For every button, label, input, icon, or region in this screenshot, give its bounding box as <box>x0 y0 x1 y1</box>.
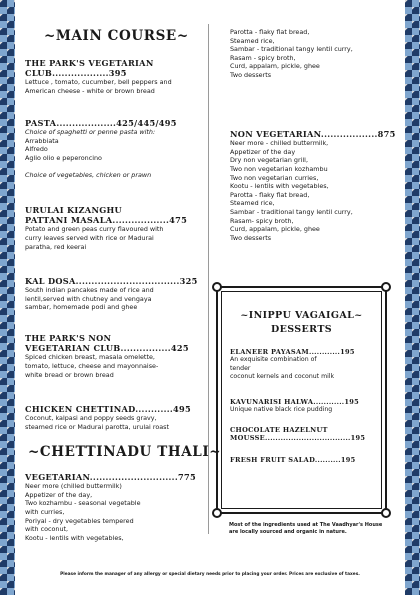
item-title: KAVUNARISI HALWA............195 <box>230 398 360 406</box>
desserts-panel <box>216 286 387 514</box>
item-desc: sambar, homemade podi and ghee <box>25 303 138 312</box>
item-desc: Poriyal - dry vegetables tempered <box>25 516 134 525</box>
item-desc: Curd, appalam, pickle, ghee <box>230 225 320 234</box>
item-desc: white bread or brown bread <box>25 370 114 379</box>
item-desc: Arrabbiata <box>25 136 59 145</box>
item-desc: paratha, red keerai <box>25 242 87 251</box>
item-desc: Aglio olio e peperoncino <box>25 153 102 162</box>
item-desc: Appetizer of the day, <box>25 490 93 499</box>
item-title: CHOCOLATE HAZELNUT <box>230 426 328 434</box>
item-desc: An exquisite combination of <box>230 356 317 364</box>
item-desc: Alfredo <box>25 145 48 154</box>
allergy-footer: Please inform the manager of any allergy or special dietary needs prior to placing your order. Prices are exclusive of taxes. <box>60 572 360 577</box>
item-desc: Parotta - flaky flat bread, <box>230 28 310 36</box>
desserts-heading: DESSERTS <box>270 324 333 335</box>
frame-corner-notch <box>381 508 391 518</box>
frame-corner-notch <box>212 282 222 292</box>
item-desc: Two non vegetarian kozhambu <box>230 164 328 173</box>
item-title: THE PARK'S VEGETARIAN <box>25 58 154 68</box>
item-desc: with coconut, <box>25 525 69 534</box>
item-desc: with curries, <box>25 507 65 516</box>
item-desc: Neer more (chilled buttermilk) <box>25 482 122 491</box>
item-title: VEGETARIAN............................775 <box>25 472 196 482</box>
item-desc: Kootu - lentils with vegetables, <box>230 182 329 191</box>
item-desc: Coconut, kalpasi and poppy seeds gravy, <box>25 414 157 423</box>
item-desc: Two desserts <box>230 233 272 242</box>
item-desc: Two non vegetarian curries, <box>230 173 319 182</box>
item-title: PASTA...................425/445/495 <box>25 118 177 128</box>
desserts-heading-tamil: ~INIPPU VAGAIGAL~ <box>240 310 363 321</box>
thali-vegetarian <box>25 472 196 542</box>
item-title: CLUB..................395 <box>25 68 127 79</box>
item-desc: Parotta - flaky flat bread, <box>230 190 310 199</box>
item-desc: Spiced chicken breast, masala omelette, <box>25 353 155 362</box>
item-desc: South indian pancakes made of rice and <box>25 286 154 295</box>
item-desc: Lettuce , tomato, cucumber, bell peppers and <box>25 78 172 87</box>
item-title: ELANEER PAYASAM............195 <box>230 348 355 356</box>
frame-corner-notch <box>381 282 391 292</box>
dessert-chocolate-mousse <box>230 426 380 443</box>
item-desc: Unique native black rice pudding <box>230 406 333 414</box>
item-title: KAL DOSA.................................325 <box>25 276 198 286</box>
item-desc: Potato and green peas curry flavoured with <box>25 225 164 234</box>
item-desc: Curd, appalam, pickle, ghee <box>230 62 320 71</box>
item-desc: curry leaves served with rice or Madurai <box>25 234 154 242</box>
thali-vegetarian-continued <box>230 28 353 80</box>
item-desc: Choice of vegetables, chicken or prawn <box>25 170 152 179</box>
menu-item-veg-club <box>25 58 172 96</box>
thali-non-vegetarian <box>230 129 396 242</box>
main-course-heading: ~MAIN COURSE~ <box>44 28 189 44</box>
item-desc: Choice of spaghetti or penne pasta with: <box>25 128 156 137</box>
frame-corner-notch <box>212 508 222 518</box>
item-title: URULAI KIZANGHU <box>25 205 123 215</box>
item-desc: Steamed rice, <box>230 199 275 208</box>
item-desc: tomato, lettuce, cheese and mayonnaise- <box>25 362 159 370</box>
item-title: THE PARK'S NON <box>25 333 112 343</box>
item-title: VEGETARIAN CLUB................425 <box>25 343 189 354</box>
item-desc: tender <box>230 364 251 372</box>
dessert-kavunarisi-halwa <box>230 398 380 415</box>
spacer <box>25 163 177 171</box>
item-desc: American cheese - white or brown bread <box>25 87 155 95</box>
item-title: NON VEGETARIAN..................875 <box>230 129 396 139</box>
menu-item-chicken-chettinad <box>25 404 191 431</box>
sourcing-note: Most of the ingredients used at The Vaadhyar's House are locally sourced and organic in nature. <box>229 522 383 535</box>
item-title: FRESH FRUIT SALAD..........195 <box>230 456 356 464</box>
chettinadu-thali-heading: ~CHETTINADU THALI~ <box>28 444 222 460</box>
dessert-elaneer-payasam <box>230 348 380 382</box>
item-title: CHICKEN CHETTINAD............495 <box>25 404 192 414</box>
item-desc: steamed rice or Madurai parotta, urulai roast <box>25 422 169 431</box>
item-desc: Sambar - traditional tangy lentil curry, <box>230 45 353 54</box>
item-desc: lentil,served with chutney and vengaya <box>25 294 152 303</box>
item-desc: Steamed rice, <box>230 36 275 45</box>
dessert-fruit-salad <box>230 456 380 464</box>
menu-item-nonveg-club <box>25 333 189 379</box>
item-desc: Appetizer of the day <box>230 147 296 156</box>
item-desc: Rasam- spicy broth, <box>230 216 294 225</box>
item-desc: Sambar - traditional tangy lentil curry, <box>230 207 353 216</box>
item-title: PATTANI MASALA..................475 <box>25 215 188 226</box>
menu-item-pasta <box>25 118 177 179</box>
menu-item-urulai <box>25 205 187 251</box>
item-desc: Two kozhambu - seasonal vegetable <box>25 499 141 508</box>
item-desc: coconut kernels and coconut milk <box>230 373 335 381</box>
menu-item-kal-dosa <box>25 276 198 312</box>
item-desc: Rasam - spicy broth, <box>230 53 296 62</box>
item-title: MOUSSE.................................195 <box>230 434 366 443</box>
item-desc: Neer more - chilled buttermilk, <box>230 139 329 148</box>
left-pattern-border <box>0 0 15 595</box>
item-desc: Dry non vegetarian grill, <box>230 156 308 165</box>
item-desc: Two desserts <box>230 70 272 79</box>
right-pattern-border <box>405 0 420 595</box>
item-desc: Kootu - lentils with vegetables, <box>25 533 124 542</box>
